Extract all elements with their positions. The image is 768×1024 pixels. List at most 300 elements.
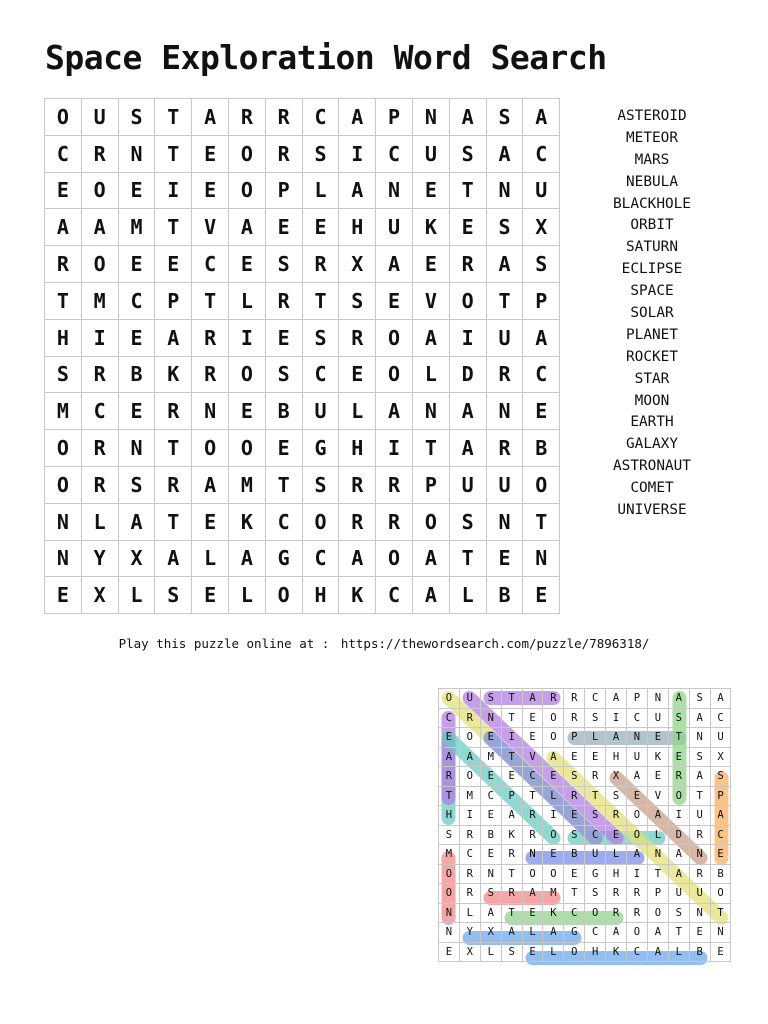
grid-row [45, 393, 560, 430]
grid-cell[interactable]: K [339, 577, 376, 614]
grid-cell[interactable]: U [412, 135, 449, 172]
solution-cell: E [480, 728, 501, 748]
grid-cell[interactable]: C [302, 99, 339, 136]
grid-cell[interactable]: S [302, 135, 339, 172]
grid-cell[interactable]: N [412, 393, 449, 430]
grid-cell[interactable]: S [449, 503, 486, 540]
grid-cell[interactable]: A [376, 393, 413, 430]
grid-cell[interactable]: U [302, 393, 339, 430]
grid-cell[interactable]: C [81, 393, 118, 430]
solution-cell: T [501, 864, 522, 884]
grid-cell[interactable]: E [155, 246, 192, 283]
grid-cell[interactable]: R [265, 135, 302, 172]
grid-cell[interactable]: Y [81, 540, 118, 577]
grid-cell[interactable]: E [523, 577, 560, 614]
solution-cell: R [459, 825, 480, 845]
grid-cell[interactable]: S [118, 466, 155, 503]
solution-row [439, 864, 731, 884]
grid-cell[interactable]: C [523, 135, 560, 172]
grid-cell[interactable]: O [45, 466, 82, 503]
grid-cell[interactable]: A [192, 99, 229, 136]
grid-cell[interactable]: E [45, 577, 82, 614]
grid-cell[interactable]: B [523, 430, 560, 467]
grid-cell[interactable]: P [265, 172, 302, 209]
grid-cell[interactable]: N [192, 393, 229, 430]
grid-cell[interactable]: S [449, 135, 486, 172]
grid-cell[interactable]: P [155, 282, 192, 319]
grid-cell[interactable]: A [192, 466, 229, 503]
grid-cell[interactable]: X [523, 209, 560, 246]
grid-cell[interactable]: O [228, 135, 265, 172]
solution-cell: I [627, 864, 648, 884]
solution-cell: A [647, 806, 668, 826]
grid-cell[interactable]: E [376, 282, 413, 319]
grid-cell[interactable]: P [523, 282, 560, 319]
grid-cell[interactable]: I [449, 319, 486, 356]
grid-cell[interactable]: T [523, 503, 560, 540]
word-list-item: COMET [630, 480, 674, 497]
solution-cell: C [564, 903, 585, 923]
grid-cell[interactable]: T [412, 430, 449, 467]
grid-cell[interactable]: P [412, 466, 449, 503]
grid-cell[interactable]: T [192, 282, 229, 319]
solution-cell: A [647, 942, 668, 962]
grid-cell[interactable]: C [45, 135, 82, 172]
solution-cell: N [689, 903, 710, 923]
grid-cell[interactable]: A [449, 99, 486, 136]
grid-cell[interactable]: E [118, 172, 155, 209]
solution-row [439, 767, 731, 787]
grid-cell[interactable]: P [376, 99, 413, 136]
grid-cell[interactable]: L [81, 503, 118, 540]
grid-cell[interactable]: O [45, 99, 82, 136]
grid-cell[interactable]: R [81, 466, 118, 503]
grid-cell[interactable]: E [192, 503, 229, 540]
grid-cell[interactable]: O [265, 577, 302, 614]
grid-cell[interactable]: L [412, 356, 449, 393]
solution-cell: R [606, 806, 627, 826]
grid-cell[interactable]: T [155, 430, 192, 467]
grid-cell[interactable]: R [81, 430, 118, 467]
grid-cell[interactable]: S [265, 246, 302, 283]
word-list-item: STAR [634, 370, 670, 387]
grid-cell[interactable]: T [155, 99, 192, 136]
grid-cell[interactable]: H [339, 430, 376, 467]
grid-cell[interactable]: A [449, 430, 486, 467]
solution-cell: O [459, 767, 480, 787]
grid-cell[interactable]: A [523, 99, 560, 136]
grid-cell[interactable]: O [228, 172, 265, 209]
solution-cell: C [627, 708, 648, 728]
solution-cell: C [710, 825, 731, 845]
solution-cell: C [710, 708, 731, 728]
grid-cell[interactable]: S [486, 99, 523, 136]
grid-cell[interactable]: A [155, 540, 192, 577]
grid-cell[interactable]: C [118, 282, 155, 319]
grid-cell[interactable]: E [192, 577, 229, 614]
grid-cell[interactable]: E [265, 319, 302, 356]
grid-cell[interactable]: E [449, 209, 486, 246]
grid-cell[interactable]: R [376, 503, 413, 540]
grid-cell[interactable]: A [412, 540, 449, 577]
grid-cell[interactable]: R [265, 282, 302, 319]
solution-cell: O [439, 864, 460, 884]
solution-cell: E [710, 845, 731, 865]
footer-url[interactable]: https://thewordsearch.com/puzzle/7896318/ [340, 636, 650, 651]
grid-cell[interactable]: A [486, 246, 523, 283]
grid-cell[interactable]: A [339, 540, 376, 577]
grid-cell[interactable]: U [486, 319, 523, 356]
grid-cell[interactable]: L [118, 577, 155, 614]
solution-cell: U [585, 845, 606, 865]
grid-cell[interactable]: R [228, 99, 265, 136]
grid-cell[interactable]: U [523, 172, 560, 209]
grid-cell[interactable]: O [81, 246, 118, 283]
grid-cell[interactable]: R [81, 356, 118, 393]
grid-cell[interactable]: C [302, 540, 339, 577]
solution-cell: T [439, 786, 460, 806]
grid-cell[interactable]: R [192, 319, 229, 356]
solution-preview [438, 688, 732, 968]
grid-cell[interactable]: E [118, 246, 155, 283]
grid-cell[interactable]: T [265, 466, 302, 503]
grid-cell[interactable]: E [412, 246, 449, 283]
grid-cell[interactable]: S [486, 209, 523, 246]
grid-cell[interactable]: E [118, 319, 155, 356]
grid-row [45, 466, 560, 503]
grid-cell[interactable]: H [339, 209, 376, 246]
grid-cell[interactable]: T [155, 209, 192, 246]
solution-cell: E [689, 923, 710, 943]
grid-cell[interactable]: O [412, 503, 449, 540]
solution-cell: H [606, 747, 627, 767]
solution-cell: T [501, 689, 522, 709]
grid-cell[interactable]: U [81, 99, 118, 136]
grid-cell[interactable]: S [523, 246, 560, 283]
solution-cell: R [501, 884, 522, 904]
word-list-item: GALAXY [626, 436, 678, 453]
grid-cell[interactable]: A [118, 503, 155, 540]
grid-cell[interactable]: A [449, 393, 486, 430]
solution-cell: T [668, 728, 689, 748]
grid-cell[interactable]: A [155, 319, 192, 356]
solution-cell: R [564, 689, 585, 709]
grid-cell[interactable]: V [192, 209, 229, 246]
grid-cell[interactable]: B [486, 577, 523, 614]
solution-cell: E [480, 806, 501, 826]
solution-row [439, 825, 731, 845]
solution-cell: T [522, 786, 543, 806]
grid-cell[interactable]: C [376, 135, 413, 172]
grid-cell[interactable]: R [486, 356, 523, 393]
grid-cell[interactable]: T [486, 282, 523, 319]
grid-cell[interactable]: K [155, 356, 192, 393]
grid-cell[interactable]: M [81, 282, 118, 319]
word-search-grid [44, 98, 560, 614]
solution-cell: O [543, 728, 564, 748]
solution-cell: N [439, 903, 460, 923]
grid-cell[interactable]: O [523, 466, 560, 503]
grid-cell[interactable]: X [339, 246, 376, 283]
grid-cell[interactable]: T [45, 282, 82, 319]
grid-cell[interactable]: E [192, 172, 229, 209]
grid-cell[interactable]: N [486, 503, 523, 540]
grid-cell[interactable]: I [81, 319, 118, 356]
grid-cell[interactable]: C [523, 356, 560, 393]
solution-cell: N [689, 845, 710, 865]
solution-cell: S [689, 689, 710, 709]
grid-cell[interactable]: N [486, 393, 523, 430]
word-list [600, 106, 704, 522]
grid-cell[interactable]: L [228, 282, 265, 319]
grid-cell[interactable]: R [81, 135, 118, 172]
solution-cell: S [564, 767, 585, 787]
grid-cell[interactable]: E [45, 172, 82, 209]
grid-cell[interactable]: N [376, 172, 413, 209]
grid-cell[interactable]: T [302, 282, 339, 319]
grid-cell[interactable]: T [155, 503, 192, 540]
grid-cell[interactable]: B [118, 356, 155, 393]
solution-cell: C [480, 786, 501, 806]
grid-cell[interactable]: A [412, 319, 449, 356]
grid-cell[interactable]: E [192, 135, 229, 172]
grid-cell[interactable]: L [302, 172, 339, 209]
grid-cell[interactable]: N [486, 172, 523, 209]
grid-cell[interactable]: R [155, 466, 192, 503]
solution-cell: S [689, 747, 710, 767]
grid-cell[interactable]: S [302, 466, 339, 503]
grid-cell[interactable]: L [192, 540, 229, 577]
grid-cell[interactable]: A [45, 209, 82, 246]
grid-cell[interactable]: H [302, 577, 339, 614]
grid-row [45, 282, 560, 319]
grid-cell[interactable]: O [449, 282, 486, 319]
grid-row [45, 319, 560, 356]
grid-cell[interactable]: C [265, 503, 302, 540]
grid-cell[interactable]: O [192, 430, 229, 467]
solution-cell: O [543, 708, 564, 728]
grid-cell[interactable]: M [118, 209, 155, 246]
grid-cell[interactable]: E [228, 393, 265, 430]
solution-cell: C [585, 923, 606, 943]
solution-cell: R [459, 864, 480, 884]
grid-cell[interactable]: I [228, 319, 265, 356]
solution-cell: R [627, 903, 648, 923]
solution-cell: H [439, 806, 460, 826]
grid-cell[interactable]: R [155, 393, 192, 430]
grid-cell[interactable]: E [302, 209, 339, 246]
grid-cell[interactable]: O [45, 430, 82, 467]
grid-cell[interactable]: C [192, 246, 229, 283]
solution-cell: D [668, 825, 689, 845]
grid-cell[interactable]: U [486, 466, 523, 503]
grid-cell[interactable]: E [265, 209, 302, 246]
grid-cell[interactable]: R [265, 99, 302, 136]
grid-cell[interactable]: H [45, 319, 82, 356]
grid-cell[interactable]: X [81, 577, 118, 614]
grid-cell[interactable]: R [339, 503, 376, 540]
grid-cell[interactable]: A [81, 209, 118, 246]
grid-cell[interactable]: N [523, 540, 560, 577]
grid-cell[interactable]: N [412, 99, 449, 136]
grid-cell[interactable]: S [155, 577, 192, 614]
grid-cell[interactable]: R [339, 466, 376, 503]
grid-cell[interactable]: O [81, 172, 118, 209]
grid-cell[interactable]: A [228, 209, 265, 246]
solution-cell: S [606, 786, 627, 806]
grid-cell[interactable]: O [376, 319, 413, 356]
solution-cell: L [647, 825, 668, 845]
solution-cell: T [501, 708, 522, 728]
grid-cell[interactable]: C [302, 356, 339, 393]
word-list-item: NEBULA [626, 173, 678, 190]
word-list-item: ECLIPSE [621, 261, 683, 278]
grid-cell[interactable]: G [302, 430, 339, 467]
solution-row [439, 728, 731, 748]
grid-cell[interactable]: C [376, 577, 413, 614]
solution-cell: L [668, 942, 689, 962]
footer-prefix: Play this puzzle online at : [118, 636, 330, 651]
solution-cell: A [543, 923, 564, 943]
solution-cell: A [459, 747, 480, 767]
grid-cell[interactable]: R [192, 356, 229, 393]
grid-cell[interactable]: S [339, 282, 376, 319]
solution-cell: A [627, 767, 648, 787]
solution-cell: S [710, 767, 731, 787]
solution-cell: R [439, 767, 460, 787]
word-list-item: SOLAR [630, 305, 674, 322]
grid-cell[interactable]: A [523, 319, 560, 356]
grid-cell[interactable]: N [45, 540, 82, 577]
solution-cell: E [647, 767, 668, 787]
grid-cell[interactable]: G [265, 540, 302, 577]
grid-cell[interactable]: S [118, 99, 155, 136]
grid-cell[interactable]: O [228, 356, 265, 393]
solution-cell: E [480, 845, 501, 865]
grid-cell[interactable]: E [339, 356, 376, 393]
grid-cell[interactable]: R [486, 430, 523, 467]
solution-cell: R [501, 845, 522, 865]
solution-cell: N [480, 708, 501, 728]
grid-cell[interactable]: E [412, 172, 449, 209]
solution-cell: B [689, 942, 710, 962]
grid-cell[interactable]: L [228, 577, 265, 614]
grid-cell[interactable]: A [339, 99, 376, 136]
solution-cell: E [522, 708, 543, 728]
grid-cell[interactable]: O [302, 503, 339, 540]
page-title: Space Exploration Word Search [45, 38, 607, 77]
grid-cell[interactable]: A [339, 172, 376, 209]
grid-cell[interactable]: A [376, 246, 413, 283]
grid-cell[interactable]: B [265, 393, 302, 430]
grid-cell[interactable]: N [45, 503, 82, 540]
grid-cell[interactable]: S [302, 319, 339, 356]
solution-cell: P [501, 786, 522, 806]
solution-cell: R [543, 689, 564, 709]
grid-cell[interactable]: A [486, 135, 523, 172]
grid-cell[interactable]: V [412, 282, 449, 319]
solution-cell: T [689, 786, 710, 806]
solution-row [439, 747, 731, 767]
solution-cell: E [710, 942, 731, 962]
grid-cell[interactable]: L [449, 577, 486, 614]
solution-cell: N [689, 728, 710, 748]
grid-cell[interactable]: M [228, 466, 265, 503]
grid-cell[interactable]: I [155, 172, 192, 209]
grid-cell[interactable]: M [45, 393, 82, 430]
grid-cell[interactable]: D [449, 356, 486, 393]
solution-cell: E [480, 767, 501, 787]
solution-cell: L [522, 923, 543, 943]
solution-cell: I [668, 806, 689, 826]
grid-cell[interactable]: R [45, 246, 82, 283]
solution-cell: O [564, 942, 585, 962]
grid-cell[interactable]: R [302, 246, 339, 283]
grid-cell[interactable]: T [449, 172, 486, 209]
grid-cell[interactable]: I [339, 135, 376, 172]
grid-cell[interactable]: T [155, 135, 192, 172]
grid-cell[interactable]: E [228, 246, 265, 283]
grid-cell[interactable]: K [412, 209, 449, 246]
solution-cell: R [606, 884, 627, 904]
solution-cell: V [647, 786, 668, 806]
solution-cell: T [710, 903, 731, 923]
solution-cell: S [585, 884, 606, 904]
grid-row [45, 540, 560, 577]
solution-cell: A [627, 845, 648, 865]
grid-cell[interactable]: A [228, 540, 265, 577]
grid-cell[interactable]: O [376, 540, 413, 577]
grid-row [45, 99, 560, 136]
solution-cell: N [647, 689, 668, 709]
grid-cell[interactable]: O [228, 430, 265, 467]
grid-cell[interactable]: X [118, 540, 155, 577]
grid-cell[interactable]: N [118, 430, 155, 467]
grid-cell[interactable]: E [118, 393, 155, 430]
grid-cell[interactable]: L [339, 393, 376, 430]
grid-cell[interactable]: E [265, 430, 302, 467]
grid-cell[interactable]: U [449, 466, 486, 503]
word-list-item: METEOR [626, 129, 678, 146]
grid-cell[interactable]: O [376, 356, 413, 393]
grid-cell[interactable]: R [376, 466, 413, 503]
grid-cell[interactable]: K [228, 503, 265, 540]
grid-cell[interactable]: E [523, 393, 560, 430]
grid-row [45, 430, 560, 467]
grid-cell[interactable]: R [339, 319, 376, 356]
grid-cell[interactable]: N [118, 135, 155, 172]
solution-cell: G [585, 864, 606, 884]
grid-row [45, 356, 560, 393]
solution-cell: A [439, 747, 460, 767]
solution-cell: E [564, 864, 585, 884]
solution-cell: O [459, 728, 480, 748]
grid-cell[interactable]: E [486, 540, 523, 577]
grid-cell[interactable]: R [449, 246, 486, 283]
solution-cell: S [668, 903, 689, 923]
grid-cell[interactable]: T [449, 540, 486, 577]
grid-cell[interactable]: A [412, 577, 449, 614]
footer [0, 636, 768, 651]
grid-cell[interactable]: S [45, 356, 82, 393]
solution-cell: R [522, 806, 543, 826]
grid-cell[interactable]: I [376, 430, 413, 467]
solution-cell: E [439, 942, 460, 962]
solution-cell: O [710, 884, 731, 904]
solution-cell: S [501, 942, 522, 962]
grid-cell[interactable]: S [265, 356, 302, 393]
grid-cell[interactable]: U [376, 209, 413, 246]
